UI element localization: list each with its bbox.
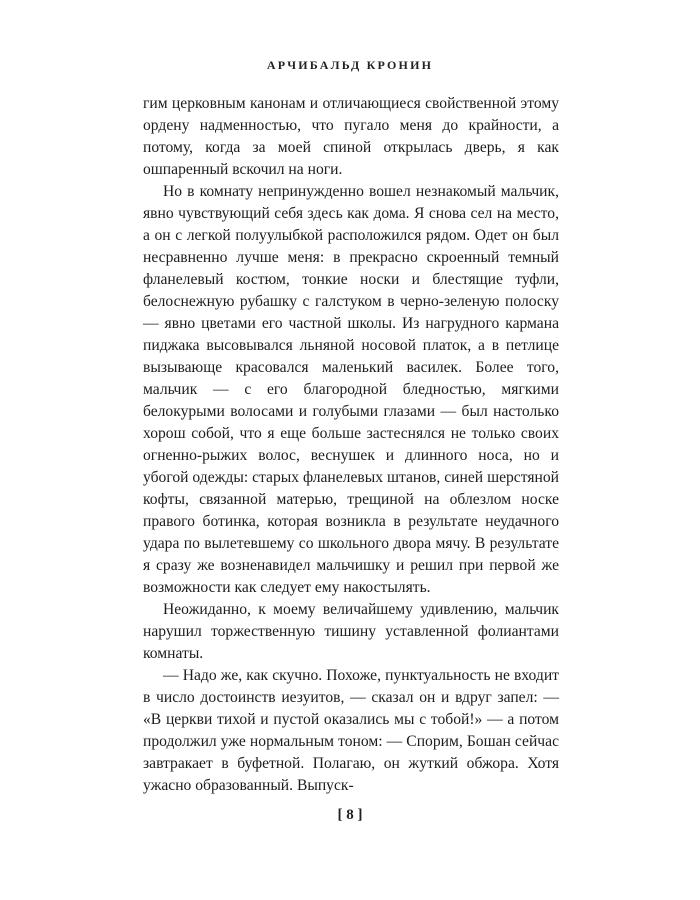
paragraph: гим церковным канонам и отличающиеся свойственной этому ордену надменностью, что пугало меня до крайности, а потому, когда за моей спиной открылась дверь, я как ошпаренный вскочил на ноги. (143, 95, 559, 178)
page-number: [ 8 ] (337, 807, 363, 823)
paragraph: Но в комнату непринужденно вошел незнакомый мальчик, явно чувствующий себя здесь как дома. Я снова сел на место, а он с легкой полуулыбкой расположился рядом. Одет он был несравненно лучше меня: в прекрасно скроенный темный фланелевый костюм, тонкие носки и блестящие туфли, белоснежную рубашку с галстуком в черно-зеленую полоску — явно цветами его частной школы. Из нагрудного кармана пиджака высовывался льняной носовой платок, а в петлице вызывающе красовался маленький василек. Более того, мальчик — с его благородной бледностью, мягкими белокурыми волосами и голубыми глазами — был настолько хорош собой, что я еще больше застеснялся не только своих огненно-рыжих волос, веснушек и длинного носа, но и убогой одежды: старых фланелевых штанов, синей шерстяной кофты, связанной матерью, трещиной на облезлом носке правого ботинка, которая возникла в результате неудачного удара по вылетевшему со школьного двора мячу. В результате я сразу же возненавидел мальчишку и решил при первой же возможности как следует ему накостылять. (143, 183, 559, 596)
paragraph: — Надо же, как скучно. Похоже, пунктуальность не входит в число достоинств иезуитов, — сказал он и вдруг запел: — «В церкви тихой и пустой оказались мы с тобой!» — а потом продолжил уже нормальным тоном: — Спорим, Бошан сейчас завтракает в буфетной. Полагаю, он жуткий обжора. Хотя ужасно образованный. Выпуск- (143, 667, 559, 794)
body-text (143, 93, 559, 797)
paragraph: Неожиданно, к моему величайшему удивлению, мальчик нарушил торжественную тишину уставленной фолиантами комнаты. (143, 601, 559, 662)
running-head: АРЧИБАЛЬД КРОНИН (266, 58, 434, 72)
